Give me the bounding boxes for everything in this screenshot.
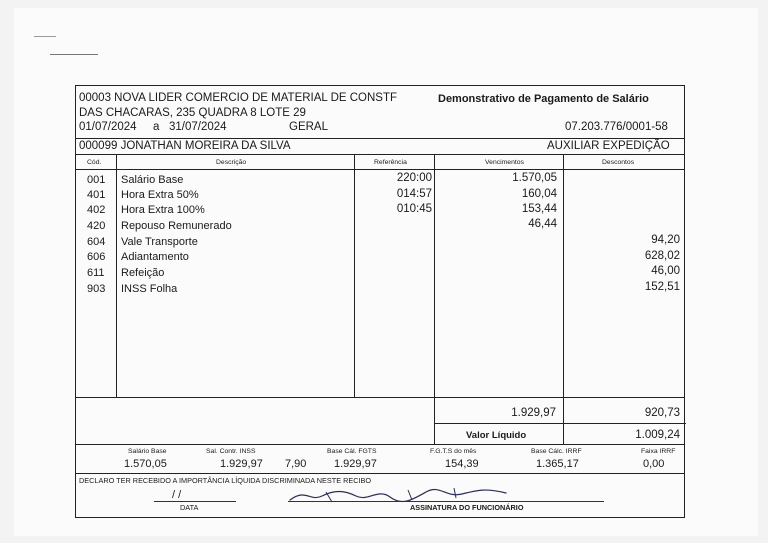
row-code: 611 — [87, 267, 105, 279]
row-deduction: 46,00 — [651, 265, 680, 277]
divider — [434, 423, 686, 424]
row-earning: 46,44 — [528, 218, 557, 230]
col-header-cod: Cód. — [87, 159, 102, 166]
employee-signature — [286, 482, 516, 506]
row-description: Hora Extra 100% — [121, 204, 205, 216]
pen-mark — [34, 36, 56, 37]
row-deduction: 94,20 — [651, 234, 680, 246]
column-rule — [354, 155, 355, 397]
doc-title: Demonstrativo de Pagamento de Salário — [438, 93, 649, 105]
row-code: 402 — [87, 204, 106, 216]
irrf-base-value: 1.365,17 — [536, 458, 579, 470]
base-salary-value: 1.570,05 — [124, 458, 167, 470]
row-description: Vale Transporte — [121, 236, 198, 248]
payslip — [75, 85, 685, 518]
row-deduction: 628,02 — [644, 250, 680, 262]
net-pay-value: 1.009,24 — [635, 429, 680, 441]
divider — [76, 169, 684, 170]
row-description: Adiantamento — [121, 251, 189, 263]
col-header-descricao: Descrição — [216, 159, 247, 166]
irrf-bracket-label: Faixa IRRF — [641, 448, 676, 455]
row-reference: 014:57 — [396, 188, 432, 200]
total-deductions: 920,73 — [644, 407, 680, 419]
irrf-base-label: Base Cálc. IRRF — [531, 448, 582, 455]
employee-role: AUXILIAR EXPEDIÇÃO — [547, 140, 670, 152]
row-earning: 153,44 — [521, 203, 557, 215]
period-start: 01/07/2024 — [79, 121, 137, 133]
column-rule — [563, 155, 564, 445]
row-description: Repouso Remunerado — [121, 220, 232, 232]
employee-name: 000099 JONATHAN MOREIRA DA SILVA — [79, 140, 291, 152]
divider — [76, 138, 684, 139]
company-line-1: 00003 NOVA LIDER COMERCIO DE MATERIAL DE CONSTF — [79, 92, 398, 104]
row-description: Hora Extra 50% — [121, 189, 199, 201]
inss-rate: 7,90 — [285, 458, 307, 470]
pen-mark — [50, 54, 98, 55]
row-code: 606 — [87, 251, 106, 263]
row-earning: 160,04 — [521, 188, 557, 200]
inss-contribution-label: Sal. Contr. INSS — [206, 448, 256, 455]
row-code: 420 — [87, 220, 106, 232]
period-separator: a — [153, 121, 160, 133]
total-earnings: 1.929,97 — [511, 407, 556, 419]
signature-label: ASSINATURA DO FUNCIONÁRIO — [410, 503, 524, 512]
row-code: 401 — [87, 189, 106, 201]
row-description: INSS Folha — [121, 283, 178, 295]
receipt-declaration: DECLARO TER RECEBIDO A IMPORTÂNCIA LÍQUIDA DISCRIMINADA NESTE RECIBO — [79, 476, 372, 485]
divider — [76, 397, 684, 398]
row-code: 001 — [87, 174, 106, 186]
row-reference: 220:00 — [396, 172, 432, 184]
col-header-descontos: Descontos — [602, 159, 635, 166]
col-header-vencimentos: Vencimentos — [485, 159, 524, 166]
divider — [76, 444, 684, 445]
row-code: 903 — [87, 283, 106, 295]
column-rule — [434, 155, 435, 445]
row-reference: 010:45 — [396, 203, 432, 215]
row-description: Salário Base — [121, 174, 184, 186]
period-end: 31/07/2024 — [169, 121, 227, 133]
divider — [76, 473, 684, 474]
column-rule — [116, 155, 117, 397]
cnpj: 07.203.776/0001-58 — [565, 121, 668, 133]
fgts-base-label: Base Cál. FGTS — [327, 448, 377, 455]
row-code: 604 — [87, 236, 106, 248]
company-line-2: DAS CHACARAS, 235 QUADRA 8 LOTE 29 — [79, 107, 306, 119]
inss-contribution-value: 1.929,97 — [220, 458, 263, 470]
fgts-month-label: F.G.T.S do mês — [430, 448, 477, 455]
divider — [76, 154, 684, 155]
irrf-bracket-value: 0,00 — [643, 458, 665, 470]
row-description: Refeição — [121, 267, 165, 279]
row-deduction: 152,51 — [644, 281, 680, 293]
fgts-base-value: 1.929,97 — [334, 458, 377, 470]
date-line — [154, 501, 236, 502]
department: GERAL — [289, 121, 328, 133]
net-pay-label: Valor Líquido — [466, 430, 527, 441]
fgts-month-value: 154,39 — [445, 458, 479, 470]
date-label: DATA — [180, 503, 199, 512]
col-header-referencia: Referência — [374, 159, 407, 166]
row-earning: 1.570,05 — [512, 172, 557, 184]
date-field: / / — [172, 489, 182, 501]
base-salary-label: Salário Base — [128, 448, 167, 455]
